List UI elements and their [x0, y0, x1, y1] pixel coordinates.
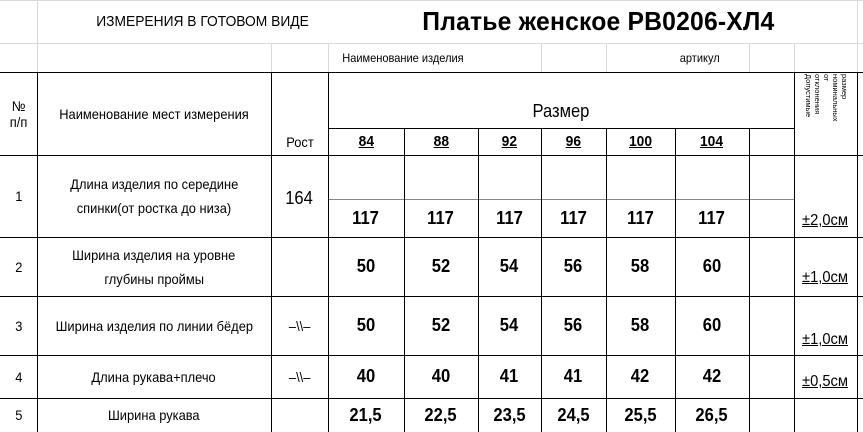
row-2-val-96: [541, 237, 606, 296]
row-name-line1: Ширина изделия по линии бёдер: [55, 317, 253, 334]
row-5-val-88: [404, 398, 478, 432]
cell-value: 117: [496, 207, 523, 228]
col-header-measure-name: [37, 72, 271, 155]
row-name-line2: глубины проймы: [104, 271, 204, 287]
cell-value: 60: [702, 256, 722, 276]
size-92: [478, 128, 541, 155]
row-3-val-88: [404, 296, 478, 355]
cell-value: 21,5: [349, 404, 383, 425]
cell-value: 41: [500, 366, 519, 386]
row-1-val-88: [404, 199, 478, 237]
row-1-val-100: [606, 199, 675, 237]
table-border: [0, 155, 863, 156]
size-value: 100: [628, 133, 653, 150]
row-no-text: 3: [14, 317, 23, 334]
cell-value: 41: [564, 366, 583, 386]
col-header-sizes-text: Размер: [532, 101, 590, 121]
col-header-no-line2: п/п: [9, 113, 28, 130]
table-border: [749, 128, 750, 432]
row-2-val-88: [404, 237, 478, 296]
size-88: [404, 128, 478, 155]
row-4-val-92: [478, 355, 541, 398]
row-5-val-84: [328, 398, 404, 432]
cell-value: 26,5: [695, 404, 729, 425]
size-value: 92: [501, 133, 518, 150]
row-5-no: [0, 398, 37, 432]
cell-value: 60: [702, 315, 722, 335]
row-2-val-104: [675, 237, 749, 296]
article-label: [660, 43, 740, 72]
row-4-val-96: [541, 355, 606, 398]
table-border: [857, 72, 858, 432]
col-header-height-text: Рост: [285, 133, 314, 150]
row-height-text: 164: [285, 187, 314, 208]
cell-value: 52: [431, 256, 451, 276]
row-4-val-100: [606, 355, 675, 398]
size-value: 104: [700, 133, 724, 150]
col-header-no-line1: №: [11, 97, 26, 114]
row-1-tolerance: [794, 205, 857, 237]
row-2-tolerance: [794, 262, 857, 294]
row-no-text: 1: [14, 188, 23, 204]
grid-line: [541, 43, 542, 72]
col-header-measure-name-text: Наименование мест измерения: [59, 105, 249, 122]
cell-value: 25,5: [624, 404, 657, 425]
row-2-val-84: [328, 237, 404, 296]
cell-value: 56: [564, 256, 583, 276]
cell-value: 117: [627, 207, 654, 228]
row-1-val-96: [541, 199, 606, 237]
row-2-val-92: [478, 237, 541, 296]
row-no-text: 5: [14, 407, 23, 423]
cell-value: 56: [564, 315, 583, 335]
grid-line: [271, 43, 272, 72]
cell-value: 40: [431, 366, 451, 386]
row-3-val-104: [675, 296, 749, 355]
row-2-no: [0, 237, 37, 296]
col-header-tolerance: [796, 74, 856, 154]
row-3-val-100: [606, 296, 675, 355]
cell-value: 50: [356, 256, 376, 276]
tolerance-text: ±2,0см: [802, 212, 849, 229]
row-4-val-88: [404, 355, 478, 398]
cell-value: 23,5: [493, 404, 526, 425]
row-no-text: 2: [14, 258, 23, 275]
row-name-line1: Ширина рукава: [108, 407, 200, 423]
row-3-name: [37, 296, 271, 355]
tolerance-header-line: размер: [840, 74, 849, 100]
row-1-val-92: [478, 199, 541, 237]
row-name-line2: спинки(от ростка до низа): [76, 200, 232, 216]
cell-value: 117: [698, 207, 726, 228]
col-header-height: [271, 128, 328, 155]
row-5-val-104: [675, 398, 749, 432]
cell-value: 54: [500, 256, 519, 276]
row-4-no: [0, 355, 37, 398]
size-value: 84: [358, 133, 374, 150]
row-3-val-92: [478, 296, 541, 355]
cell-value: 117: [560, 207, 587, 228]
row-3-tolerance: [794, 325, 857, 355]
tolerance-header-line: номинальных: [831, 74, 840, 122]
item-name-label: [328, 43, 478, 72]
row-4-name: [37, 355, 271, 398]
cell-value: 22,5: [424, 404, 458, 425]
product-title: [378, 0, 818, 43]
row-5-name: [37, 398, 271, 432]
size-84: [328, 128, 404, 155]
tolerance-header-line: отклонения: [813, 74, 822, 115]
row-1-val-104: [675, 199, 749, 237]
row-4-height: [271, 355, 328, 398]
col-header-no: [0, 72, 37, 155]
measurements-label-text: ИЗМЕРЕНИЯ В ГОТОВОМ ВИДЕ: [96, 13, 310, 30]
product-title-text: Платье женское РВ0206-ХЛ4: [421, 6, 775, 36]
size-104: [675, 128, 749, 155]
row-1-val-84: [328, 199, 404, 237]
cell-value: 54: [500, 315, 519, 335]
cell-value: 42: [702, 366, 722, 386]
cell-value: 58: [631, 315, 650, 335]
row-3-height: [271, 296, 328, 355]
tolerance-text: ±1,0см: [802, 269, 849, 286]
row-no-text: 4: [14, 368, 23, 385]
row-1-name: [37, 165, 271, 227]
row-name-line1: Длина рукава+плечо: [91, 368, 217, 385]
row-5-val-100: [606, 398, 675, 432]
size-96: [541, 128, 606, 155]
row-3-val-84: [328, 296, 404, 355]
grid-line: [857, 0, 858, 72]
row-4-val-104: [675, 355, 749, 398]
item-name-label-text: Наименование изделия: [342, 50, 464, 65]
size-100: [606, 128, 675, 155]
row-3-val-96: [541, 296, 606, 355]
cell-value: 24,5: [557, 404, 590, 425]
cell-value: 117: [352, 207, 380, 228]
cell-value: 52: [431, 315, 451, 335]
grid-line: [749, 43, 750, 72]
row-3-no: [0, 296, 37, 355]
cell-value: 40: [356, 366, 376, 386]
tolerance-header-line: Допустимые: [804, 74, 813, 118]
row-4-tolerance: [794, 366, 857, 398]
row-5-val-92: [478, 398, 541, 432]
row-4-val-84: [328, 355, 404, 398]
cell-value: 42: [631, 366, 650, 386]
cell-value: 117: [427, 207, 455, 228]
row-height-text: –\\–: [288, 317, 311, 334]
row-name-line1: Длина изделия по середине: [70, 176, 238, 192]
row-1-no: [0, 155, 37, 237]
row-2-val-100: [606, 237, 675, 296]
row-2-name: [37, 240, 271, 294]
row-height-text: –\\–: [288, 368, 311, 385]
article-label-text: артикул: [680, 50, 720, 65]
row-1-height: [271, 180, 328, 216]
tolerance-header-line: от: [822, 74, 831, 82]
tolerance-text: ±0,5см: [802, 373, 849, 390]
size-value: 96: [565, 133, 582, 150]
cell-value: 50: [356, 315, 376, 335]
tolerance-text: ±1,0см: [802, 331, 849, 348]
col-header-sizes: [328, 95, 794, 128]
size-value: 88: [433, 133, 449, 150]
measurements-label: [38, 0, 368, 43]
grid-line: [794, 43, 795, 72]
row-5-val-96: [541, 398, 606, 432]
grid-line: [606, 43, 607, 72]
row-name-line1: Ширина изделия на уровне: [72, 247, 236, 263]
cell-value: 58: [631, 256, 650, 276]
